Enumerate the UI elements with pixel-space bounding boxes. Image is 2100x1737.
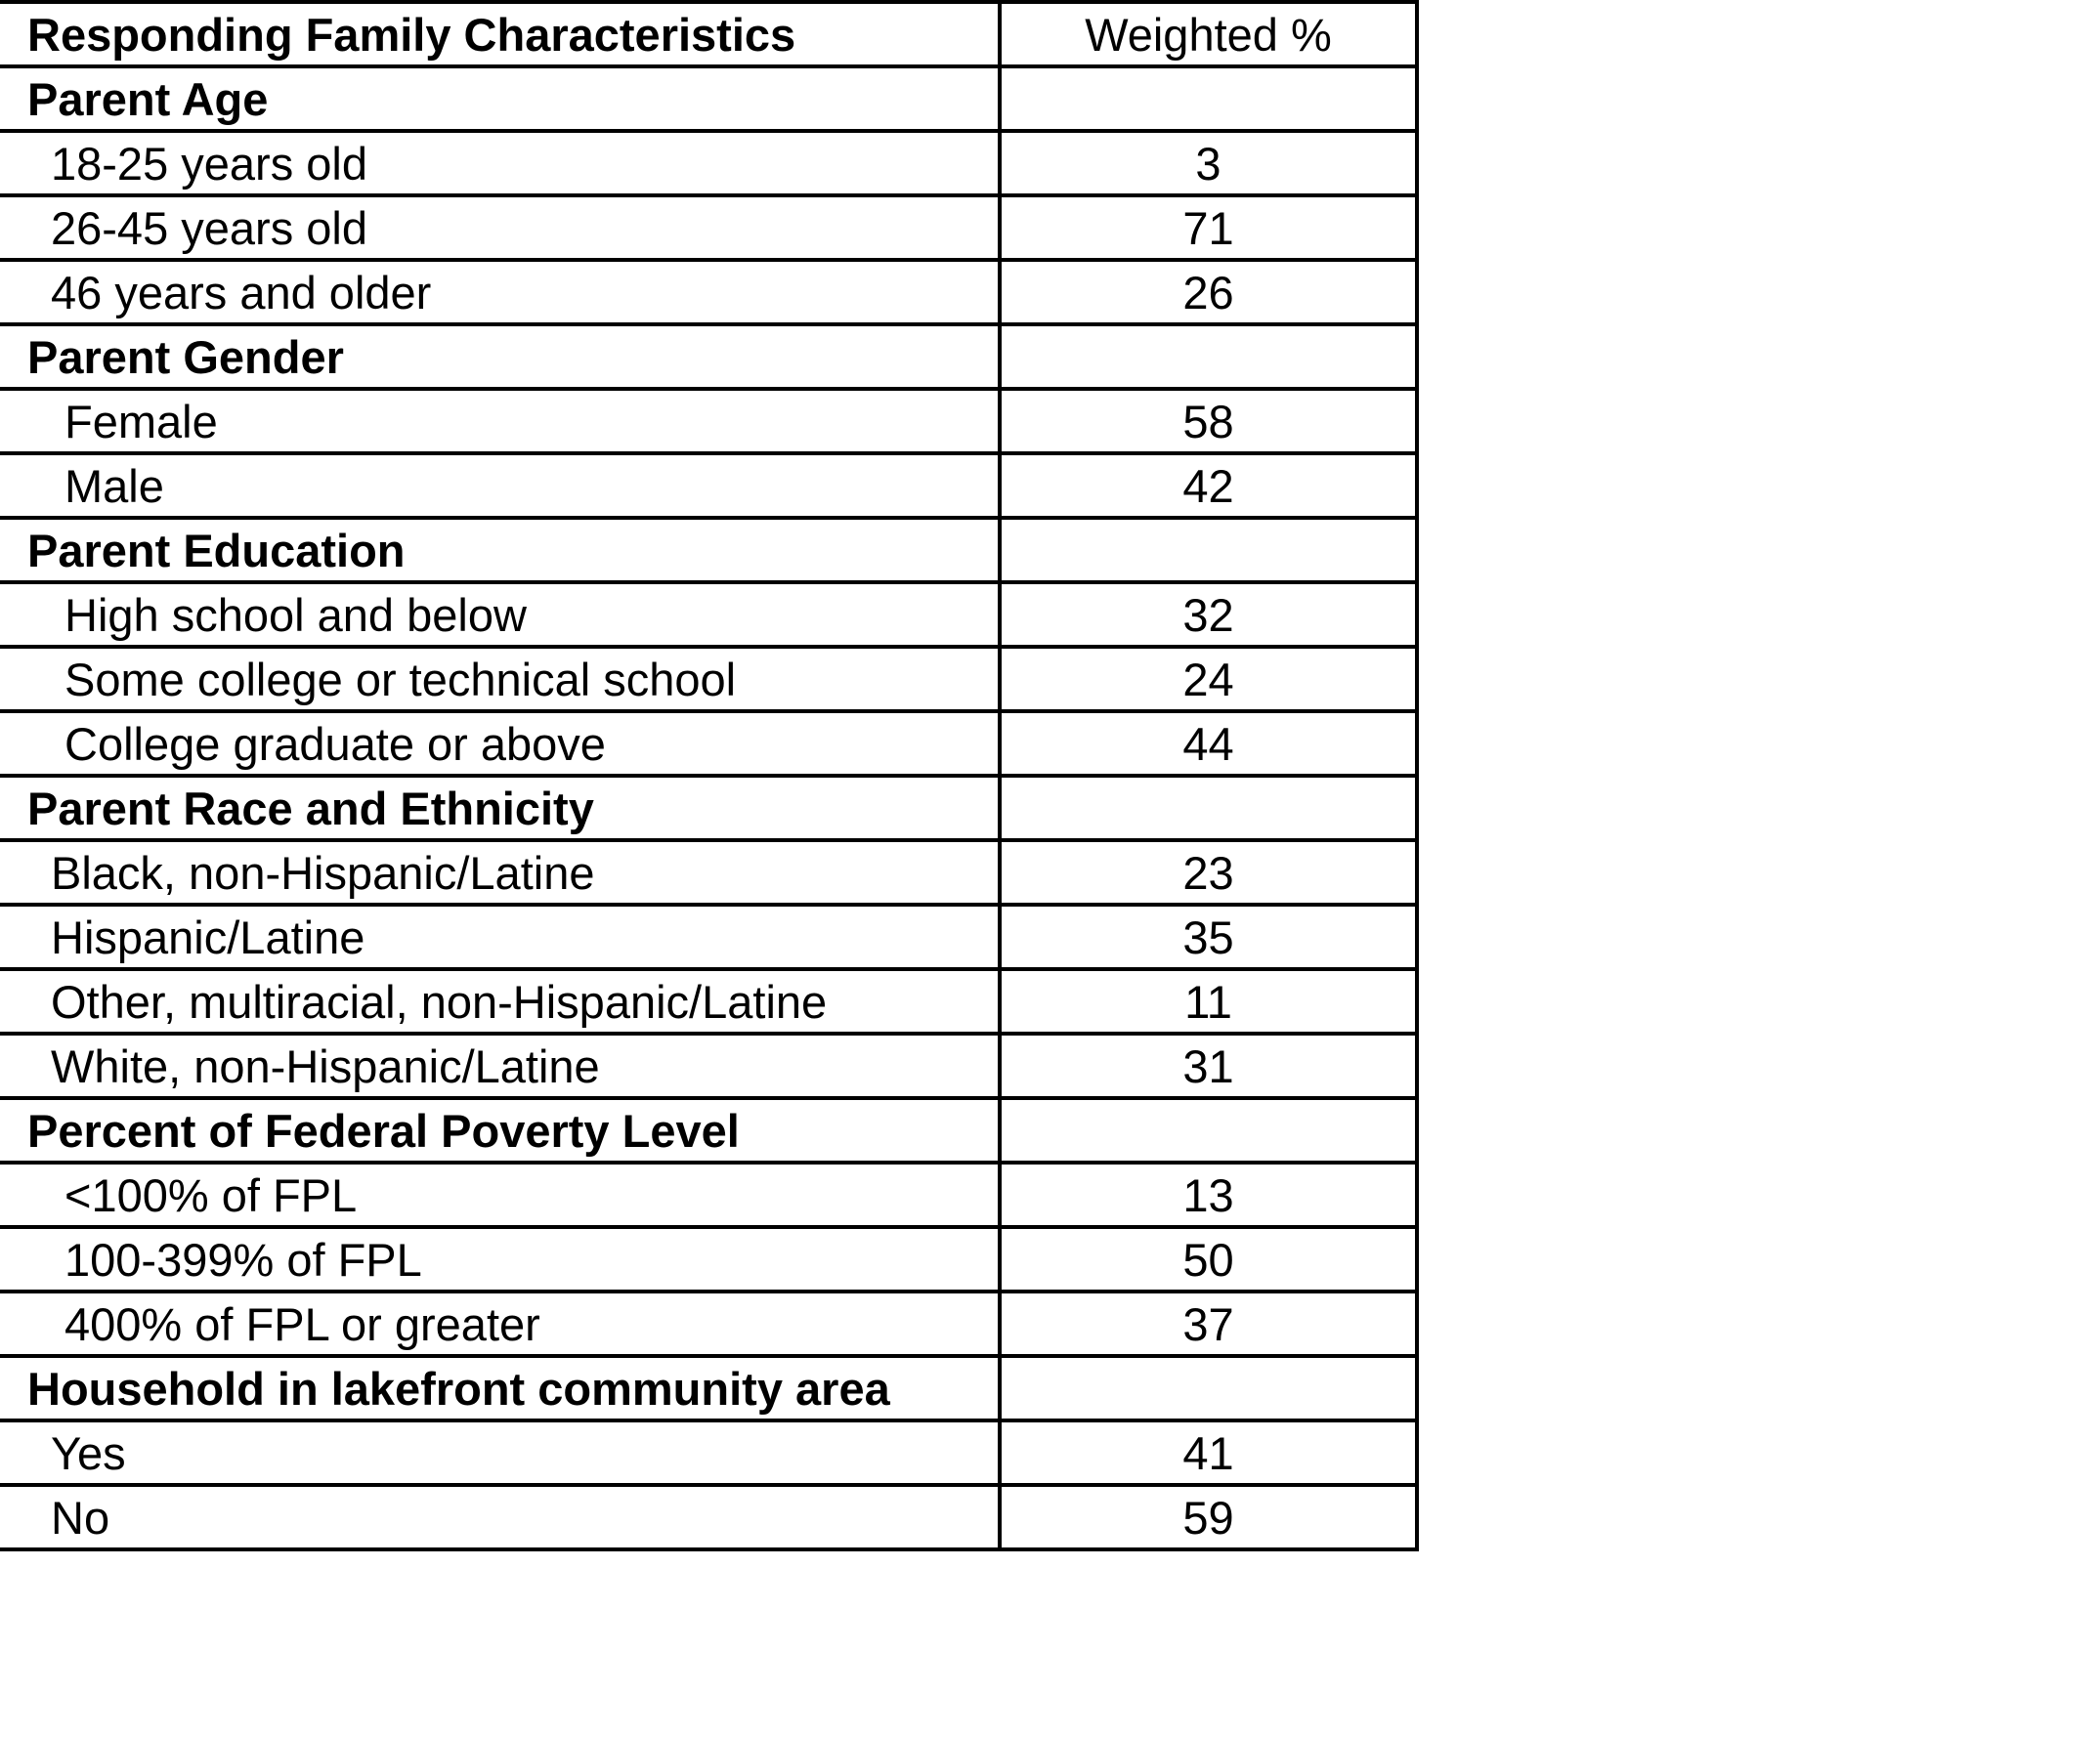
row-label: Some college or technical school — [0, 647, 1000, 711]
row-label: No — [0, 1485, 1000, 1549]
group-value-cell — [1000, 324, 1417, 389]
header-characteristics: Responding Family Characteristics — [0, 2, 1000, 66]
table-row — [0, 1485, 1417, 1549]
row-value: 71 — [1000, 195, 1417, 260]
row-label: College graduate or above — [0, 711, 1000, 776]
row-value: 23 — [1000, 840, 1417, 905]
table-row — [0, 195, 1417, 260]
row-value: 24 — [1000, 647, 1417, 711]
table-body — [0, 2, 1417, 1549]
table-row — [0, 453, 1417, 518]
row-value: 50 — [1000, 1227, 1417, 1292]
group-value-cell — [1000, 1356, 1417, 1420]
table-row — [0, 1292, 1417, 1356]
row-label: 26-45 years old — [0, 195, 1000, 260]
row-label: Hispanic/Latine — [0, 905, 1000, 969]
group-header-row — [0, 1356, 1417, 1420]
row-label: 400% of FPL or greater — [0, 1292, 1000, 1356]
group-header-row — [0, 518, 1417, 582]
row-label: Male — [0, 453, 1000, 518]
group-header-row — [0, 1098, 1417, 1163]
row-label: Yes — [0, 1420, 1000, 1485]
row-label: 100-399% of FPL — [0, 1227, 1000, 1292]
group-label: Parent Education — [0, 518, 1000, 582]
group-value-cell — [1000, 66, 1417, 131]
row-label: Black, non-Hispanic/Latine — [0, 840, 1000, 905]
row-value: 31 — [1000, 1034, 1417, 1098]
table-row — [0, 647, 1417, 711]
row-value: 41 — [1000, 1420, 1417, 1485]
row-label: White, non-Hispanic/Latine — [0, 1034, 1000, 1098]
row-value: 3 — [1000, 131, 1417, 195]
group-label: Household in lakefront community area — [0, 1356, 1000, 1420]
row-label: 18-25 years old — [0, 131, 1000, 195]
table-row — [0, 711, 1417, 776]
group-label: Parent Race and Ethnicity — [0, 776, 1000, 840]
table-row — [0, 389, 1417, 453]
group-value-cell — [1000, 1098, 1417, 1163]
group-header-row — [0, 66, 1417, 131]
table-row — [0, 1420, 1417, 1485]
table-row — [0, 131, 1417, 195]
table-row — [0, 905, 1417, 969]
table-header-row — [0, 2, 1417, 66]
row-label: High school and below — [0, 582, 1000, 647]
group-value-cell — [1000, 518, 1417, 582]
row-label: Other, multiracial, non-Hispanic/Latine — [0, 969, 1000, 1034]
row-value: 42 — [1000, 453, 1417, 518]
row-label: 46 years and older — [0, 260, 1000, 324]
row-value: 11 — [1000, 969, 1417, 1034]
row-value: 59 — [1000, 1485, 1417, 1549]
row-value: 32 — [1000, 582, 1417, 647]
group-label: Parent Gender — [0, 324, 1000, 389]
group-header-row — [0, 776, 1417, 840]
row-value: 58 — [1000, 389, 1417, 453]
header-weighted-percent: Weighted % — [1000, 2, 1417, 66]
row-value: 13 — [1000, 1163, 1417, 1227]
table-row — [0, 840, 1417, 905]
table-row — [0, 582, 1417, 647]
row-value: 37 — [1000, 1292, 1417, 1356]
row-value: 26 — [1000, 260, 1417, 324]
row-label: Female — [0, 389, 1000, 453]
group-value-cell — [1000, 776, 1417, 840]
table-row — [0, 1227, 1417, 1292]
row-value: 35 — [1000, 905, 1417, 969]
group-header-row — [0, 324, 1417, 389]
group-label: Percent of Federal Poverty Level — [0, 1098, 1000, 1163]
row-value: 44 — [1000, 711, 1417, 776]
table-row — [0, 1034, 1417, 1098]
table-row — [0, 1163, 1417, 1227]
group-label: Parent Age — [0, 66, 1000, 131]
row-label: <100% of FPL — [0, 1163, 1000, 1227]
table-row — [0, 260, 1417, 324]
table-row — [0, 969, 1417, 1034]
